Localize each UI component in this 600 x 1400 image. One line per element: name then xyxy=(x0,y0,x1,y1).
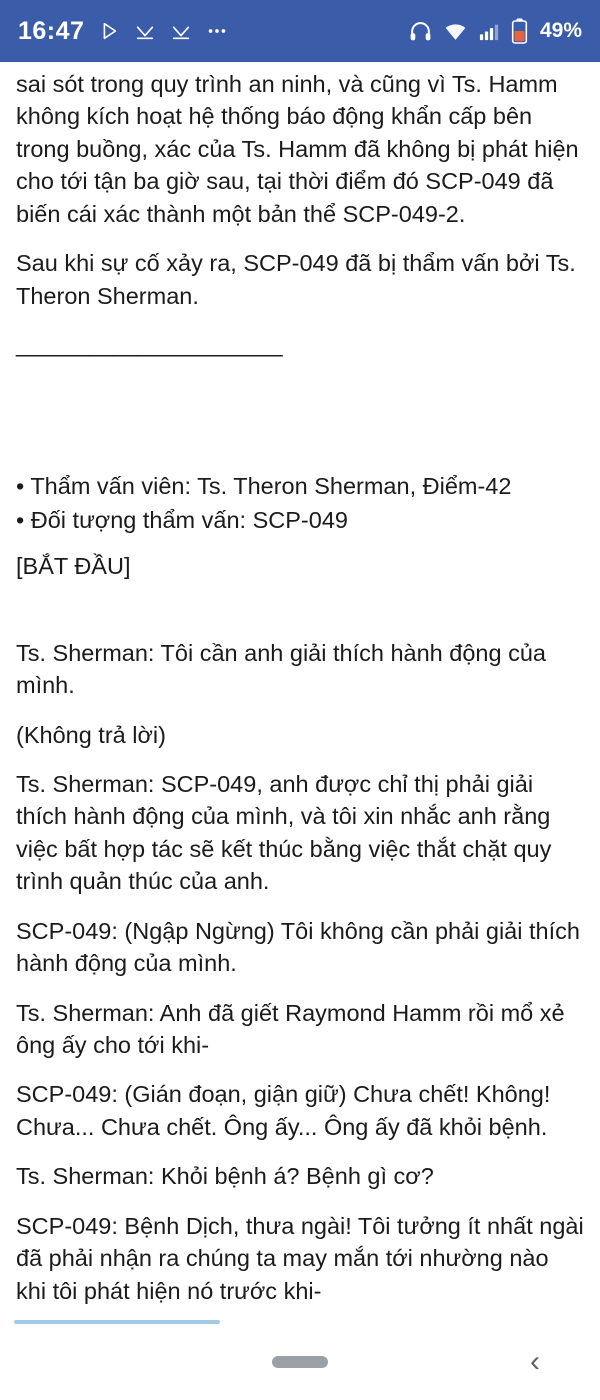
text-divider: ______________________ xyxy=(16,330,282,357)
begin-marker: [BẮT ĐẦU] xyxy=(16,553,131,580)
dialogue-line: Ts. Sherman: Tôi cần anh giải thích hành động của mình. xyxy=(16,639,546,699)
signal-icon xyxy=(478,20,501,43)
download-icon xyxy=(134,20,156,42)
status-bar-left xyxy=(18,17,228,46)
status-bar-right xyxy=(408,18,582,44)
navigation-bar xyxy=(0,1324,600,1400)
paragraph: Sau khi sự cố xảy ra, SCP-049 đã bị thẩm vấn bởi Ts. Theron Sherman. xyxy=(16,250,576,309)
list-item: • Thẩm vấn viên: Ts. Theron Sherman, Điểm-42 xyxy=(16,472,512,499)
status-clock: 16:47 xyxy=(18,16,85,45)
headphones-icon xyxy=(408,19,433,44)
back-button[interactable]: ‹ xyxy=(530,1345,540,1379)
dialogue-line: SCP-049: (Ngập Ngừng) Tôi không cần phải giải thích hành động của mình. xyxy=(16,917,580,977)
battery-percent: 49% xyxy=(539,19,582,42)
battery-icon xyxy=(511,18,528,44)
dialogue-line: (Không trả lời) xyxy=(16,721,166,748)
list-item: • Đối tượng thẩm vấn: SCP-049 xyxy=(16,506,348,533)
content-gap xyxy=(16,583,584,637)
paragraph: sai sót trong quy trình an ninh, và cũng vì Ts. Hamm không kích hoạt hệ thống báo động khẩn cấp bên trong buồng, xác của Ts. Hamm đã không bị phát hiện cho tới tận ba giờ sau, tại thời điểm đó SCP-049 đã biến cái xác thành một bản thể SCP-049-2. xyxy=(16,71,579,227)
more-horizontal-icon xyxy=(206,20,228,42)
play-icon xyxy=(98,20,120,42)
dialogue-line: Ts. Sherman: Khỏi bệnh á? Bệnh gì cơ? xyxy=(16,1163,434,1190)
dialogue-line: Ts. Sherman: Anh đã giết Raymond Hamm rồi mổ xẻ ông ấy cho tới khi- xyxy=(16,999,565,1058)
home-pill-button[interactable] xyxy=(272,1356,328,1368)
dialogue-line: SCP-049: (Gián đoạn, giận giữ) Chưa chết! Không! Chưa... Chưa chết. Ông ấy... Ông ấy đã khỏi bệnh. xyxy=(16,1081,551,1140)
download-icon xyxy=(170,20,192,42)
wifi-icon xyxy=(443,19,468,44)
status-bar xyxy=(0,0,600,62)
content-gap xyxy=(16,374,584,470)
article-content[interactable] xyxy=(0,62,600,1324)
dialogue-line: SCP-049: Bệnh Dịch, thưa ngài! Tôi tưởng ít nhất ngài đã phải nhận ra chúng ta may mắn tới nhường nào khi tôi phát hiện nó trước khi- xyxy=(16,1212,584,1304)
dialogue-line: Ts. Sherman: SCP-049, anh được chỉ thị phải giải thích hành động của mình, và tôi xin nhắc anh rằng việc bất hợp tác sẽ kết thúc bằng việc thắt chặt quy trình quản thúc của anh. xyxy=(16,771,552,895)
